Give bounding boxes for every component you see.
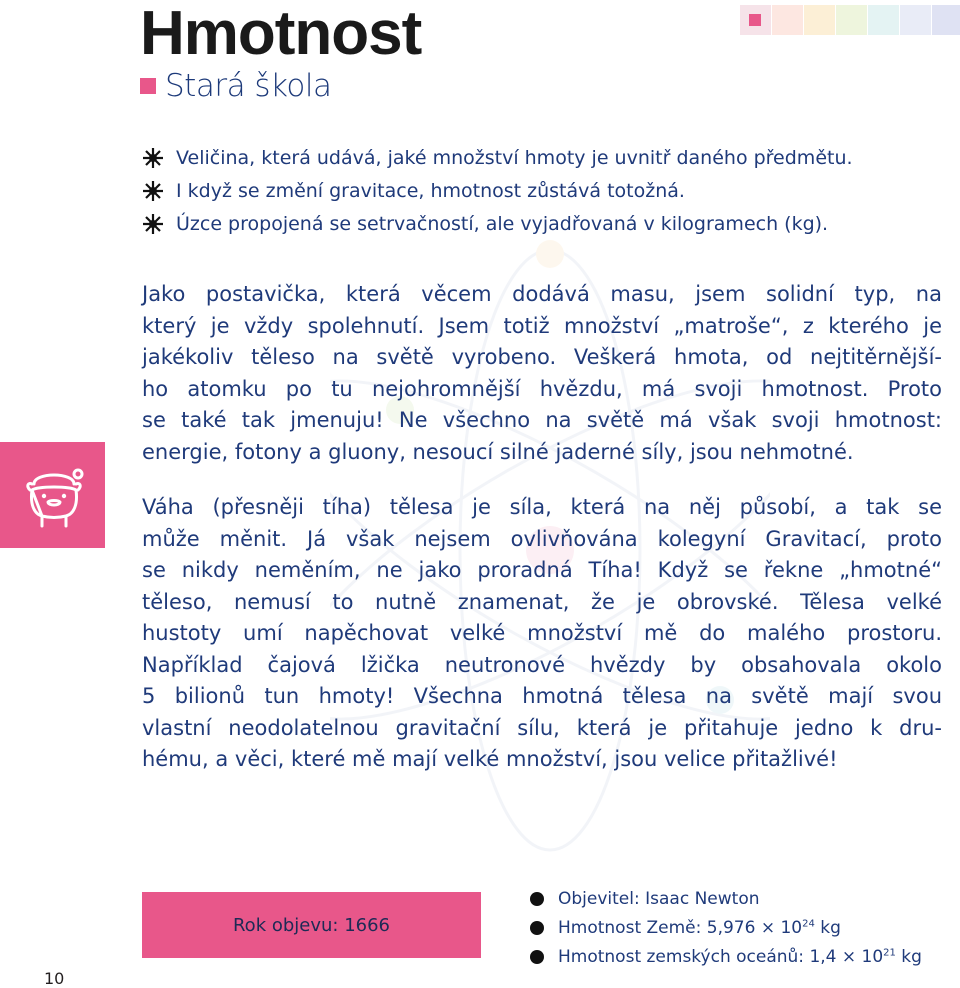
- swatch-lavender: [900, 5, 931, 35]
- fact-ocean-mass: [558, 947, 922, 967]
- star-bullet-icon: [142, 180, 164, 202]
- ocean-mass-exponent: 21: [883, 946, 896, 958]
- paragraph-line: hému, a věci, které mě mají velké množství, jsou velice přitažlivé!: [142, 747, 838, 771]
- paragraph-line: energie, fotony a gluony, nesoucí silné jaderné síly, jsou nehmotné.: [142, 439, 854, 464]
- earth-mass-label: Hmotnost Země: 5,976 × 10: [558, 917, 803, 938]
- key-point-text: Veličina, která udává, jaké množství hmoty je uvnitř daného předmětu.: [176, 146, 853, 169]
- paragraph-line: hustoty umí napěchovat velké množství mě do malého prostoru.: [142, 621, 942, 645]
- key-point-text: Úzce propojená se setrvačností, ale vyjadřovaná v kilogramech (kg).: [176, 212, 829, 235]
- ocean-mass-unit: kg: [895, 946, 922, 967]
- paragraph-line: Například čajová lžička neutronové hvězdy by obsahovala okolo: [142, 652, 942, 677]
- key-point-text: I když se změní gravitace, hmotnost zůstává totožná.: [176, 179, 685, 202]
- character-tab: [0, 442, 105, 548]
- fact-discoverer: Objevitel: Isaac Newton: [558, 888, 760, 909]
- key-point: [142, 141, 853, 174]
- ocean-mass-label: Hmotnost zemských oceánů: 1,4 × 10: [558, 946, 884, 967]
- key-point: [142, 207, 853, 240]
- main-paragraph: [142, 492, 942, 776]
- page-title: Hmotnost: [140, 0, 422, 68]
- paragraph-line: může měnit. Já však nejsem ovlivňována kolegyní Gravitací, proto: [142, 526, 942, 551]
- paragraph-line: 5 bilionů tun hmoty! Všechna hmotná tělesa na světě mají svou: [142, 684, 942, 708]
- paragraph-line: Jako postavička, která věcem dodává masu, jsem solidní typ, na: [142, 282, 942, 306]
- paragraph-line: ho atomku po tu nejohromnější hvězdu, má svoji hmotnost. Proto: [142, 376, 942, 401]
- page-number: 10: [44, 969, 65, 988]
- fact-earth-mass: [558, 918, 841, 938]
- paragraph-line: těleso, nemusí to nutně znamenat, že je obrovské. Tělesa velké: [142, 589, 942, 614]
- paragraph-line: který je vždy spolehnutí. Jsem totiž množství „matroše“, z kterého je: [142, 313, 942, 338]
- paragraph-line: se také tak jmenuju! Ne všechno na světě má však svoji hmotnost:: [142, 408, 942, 432]
- star-bullet-icon: [142, 147, 164, 169]
- section-subtitle: [140, 68, 332, 104]
- color-swatch-strip: [740, 5, 960, 35]
- key-points-list: [142, 141, 853, 240]
- discovery-year-label: Rok objevu: 1666: [232, 914, 391, 936]
- pink-square-icon: [140, 78, 156, 94]
- swatch-cyan: [868, 5, 899, 35]
- bullet-dot-icon: [530, 950, 544, 964]
- bullet-dot-icon: [530, 921, 544, 935]
- swatch-yellow: [804, 5, 835, 35]
- fact-item: [530, 942, 922, 971]
- key-point: [142, 174, 853, 207]
- facts-list: [530, 884, 922, 971]
- bullet-dot-icon: [530, 892, 544, 906]
- mass-character-icon: [20, 460, 88, 532]
- star-bullet-icon: [142, 213, 164, 235]
- paragraph-line: Váha (přesněji tíha) tělesa je síla, která na něj působí, a tak se: [142, 495, 942, 519]
- fact-item: [530, 884, 922, 913]
- swatch-peach: [772, 5, 803, 35]
- earth-mass-unit: kg: [814, 917, 841, 938]
- paragraph-line: jakékoliv těleso na světě vyrobeno. Veškerá hmota, od nejtitěrnější-: [142, 345, 942, 369]
- paragraph-line: vlastní neodolatelnou gravitační sílu, která je přitahuje jedno k dru-: [142, 715, 942, 740]
- paragraph-line: se nikdy neměním, ne jako proradná Tíha! Když se řekne „hmotné“: [142, 558, 942, 582]
- earth-mass-exponent: 24: [802, 917, 815, 929]
- swatch-blue: [932, 5, 960, 35]
- intro-paragraph: [142, 279, 942, 468]
- discovery-year-box: [142, 892, 481, 958]
- subtitle-text: Stará škola: [165, 68, 332, 104]
- fact-item: [530, 913, 922, 942]
- swatch-pink-active: [740, 5, 771, 35]
- swatch-green: [836, 5, 867, 35]
